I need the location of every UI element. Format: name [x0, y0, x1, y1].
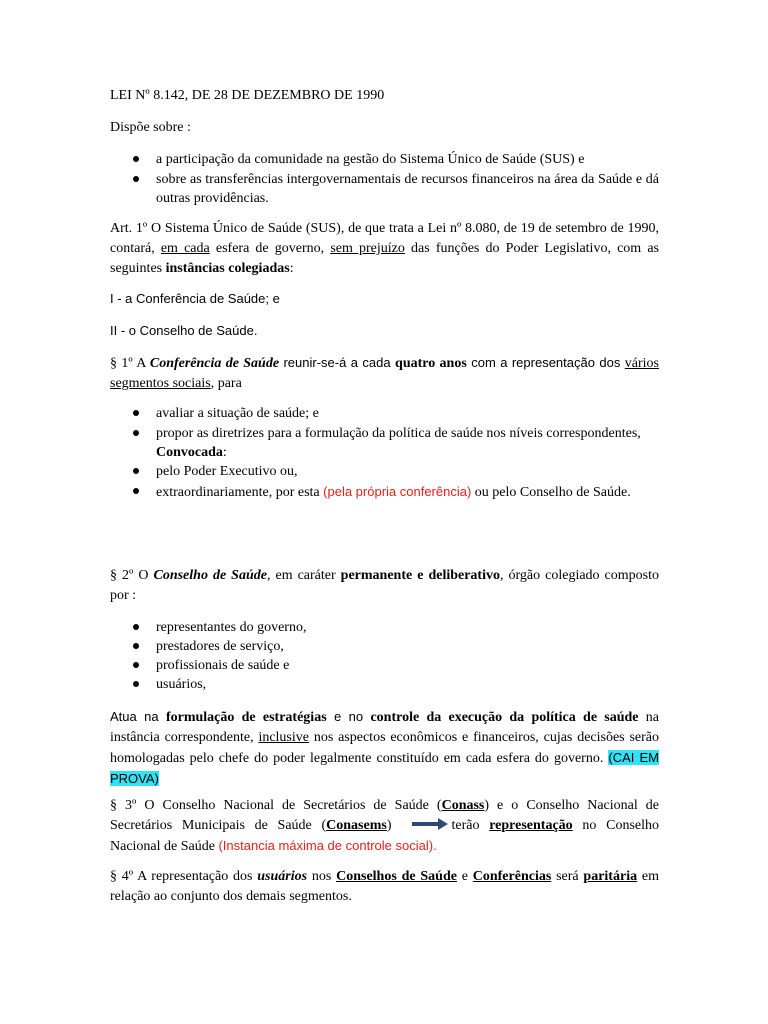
inciso-2: II - o Conselho de Saúde.: [110, 323, 258, 338]
list-item: extraordinariamente, por esta (pela própria conferência) ou pelo Conselho de Saúde.: [132, 482, 659, 502]
paragraph-2: § 2º O Conselho de Saúde, em caráter permanente e deliberativo, órgão colegiado composto por :: [110, 568, 659, 603]
list-item: profissionais de saúde e: [132, 656, 659, 675]
dispoe-label: Dispõe sobre :: [110, 120, 191, 135]
cai-em-prova-highlight: (CAI EM PROVA): [110, 750, 659, 786]
dispoe-list: [132, 150, 659, 208]
inciso-1: I - a Conferência de Saúde; e: [110, 291, 280, 306]
list-item: representantes do governo,: [132, 618, 659, 637]
law-title: LEI Nº 8.142, DE 28 DE DEZEMBRO DE 1990: [110, 88, 385, 103]
paragraph-1: § 1º A Conferência de Saúde reunir-se-á a cada quatro anos com a representação dos vários segmentos sociais, para: [110, 355, 659, 391]
right-arrow-icon: [412, 818, 448, 830]
list-item: a participação da comunidade na gestão do Sistema Único de Saúde (SUS) e: [132, 150, 659, 169]
list-item: sobre as transferências intergovernamentais de recursos financeiros na área da Saúde e dá outras providências.: [132, 170, 659, 208]
paragraph-4: § 4º A representação dos usuários nos Conselhos de Saúde e Conferências será paritária em relação ao conjunto dos demais segmentos.: [110, 869, 659, 904]
paragraph-1-list: [132, 404, 659, 502]
list-item: pelo Poder Executivo ou,: [132, 462, 659, 481]
list-item: propor as diretrizes para a formulação da política de saúde nos níveis correspondentes,: [132, 424, 659, 443]
list-item: prestadores de serviço,: [132, 637, 659, 656]
paragraph-2-list: [132, 618, 659, 694]
list-item: avaliar a situação de saúde; e: [132, 404, 659, 423]
atua-paragraph: Atua na formulação de estratégias e no controle da execução da política de saúde na instância correspondente, inclusive nos aspectos econômicos e financeiros, cujas decisões serão homologadas pelo chefe do poder legalmente constituído em cada esfera do governo. (CAI EM PROVA): [110, 709, 660, 786]
paragraph-3: § 3º O Conselho Nacional de Secretários de Saúde (Conass) e o Conselho Nacional de Secretários Municipais de Saúde (Conasems) terão representação no Conselho Nacional de Saúde (Instancia máxima de controle social).: [110, 798, 659, 854]
list-item: usuários,: [132, 675, 659, 694]
convocada-label: Convocada:: [156, 445, 227, 460]
article-1: Art. 1º O Sistema Único de Saúde (SUS), de que trata a Lei nº 8.080, de 19 de setembro de 1990, contará, em cada esfera de governo, sem prejuízo das funções do Poder Legislativo, com as seguintes instâncias colegiadas:: [110, 221, 659, 276]
